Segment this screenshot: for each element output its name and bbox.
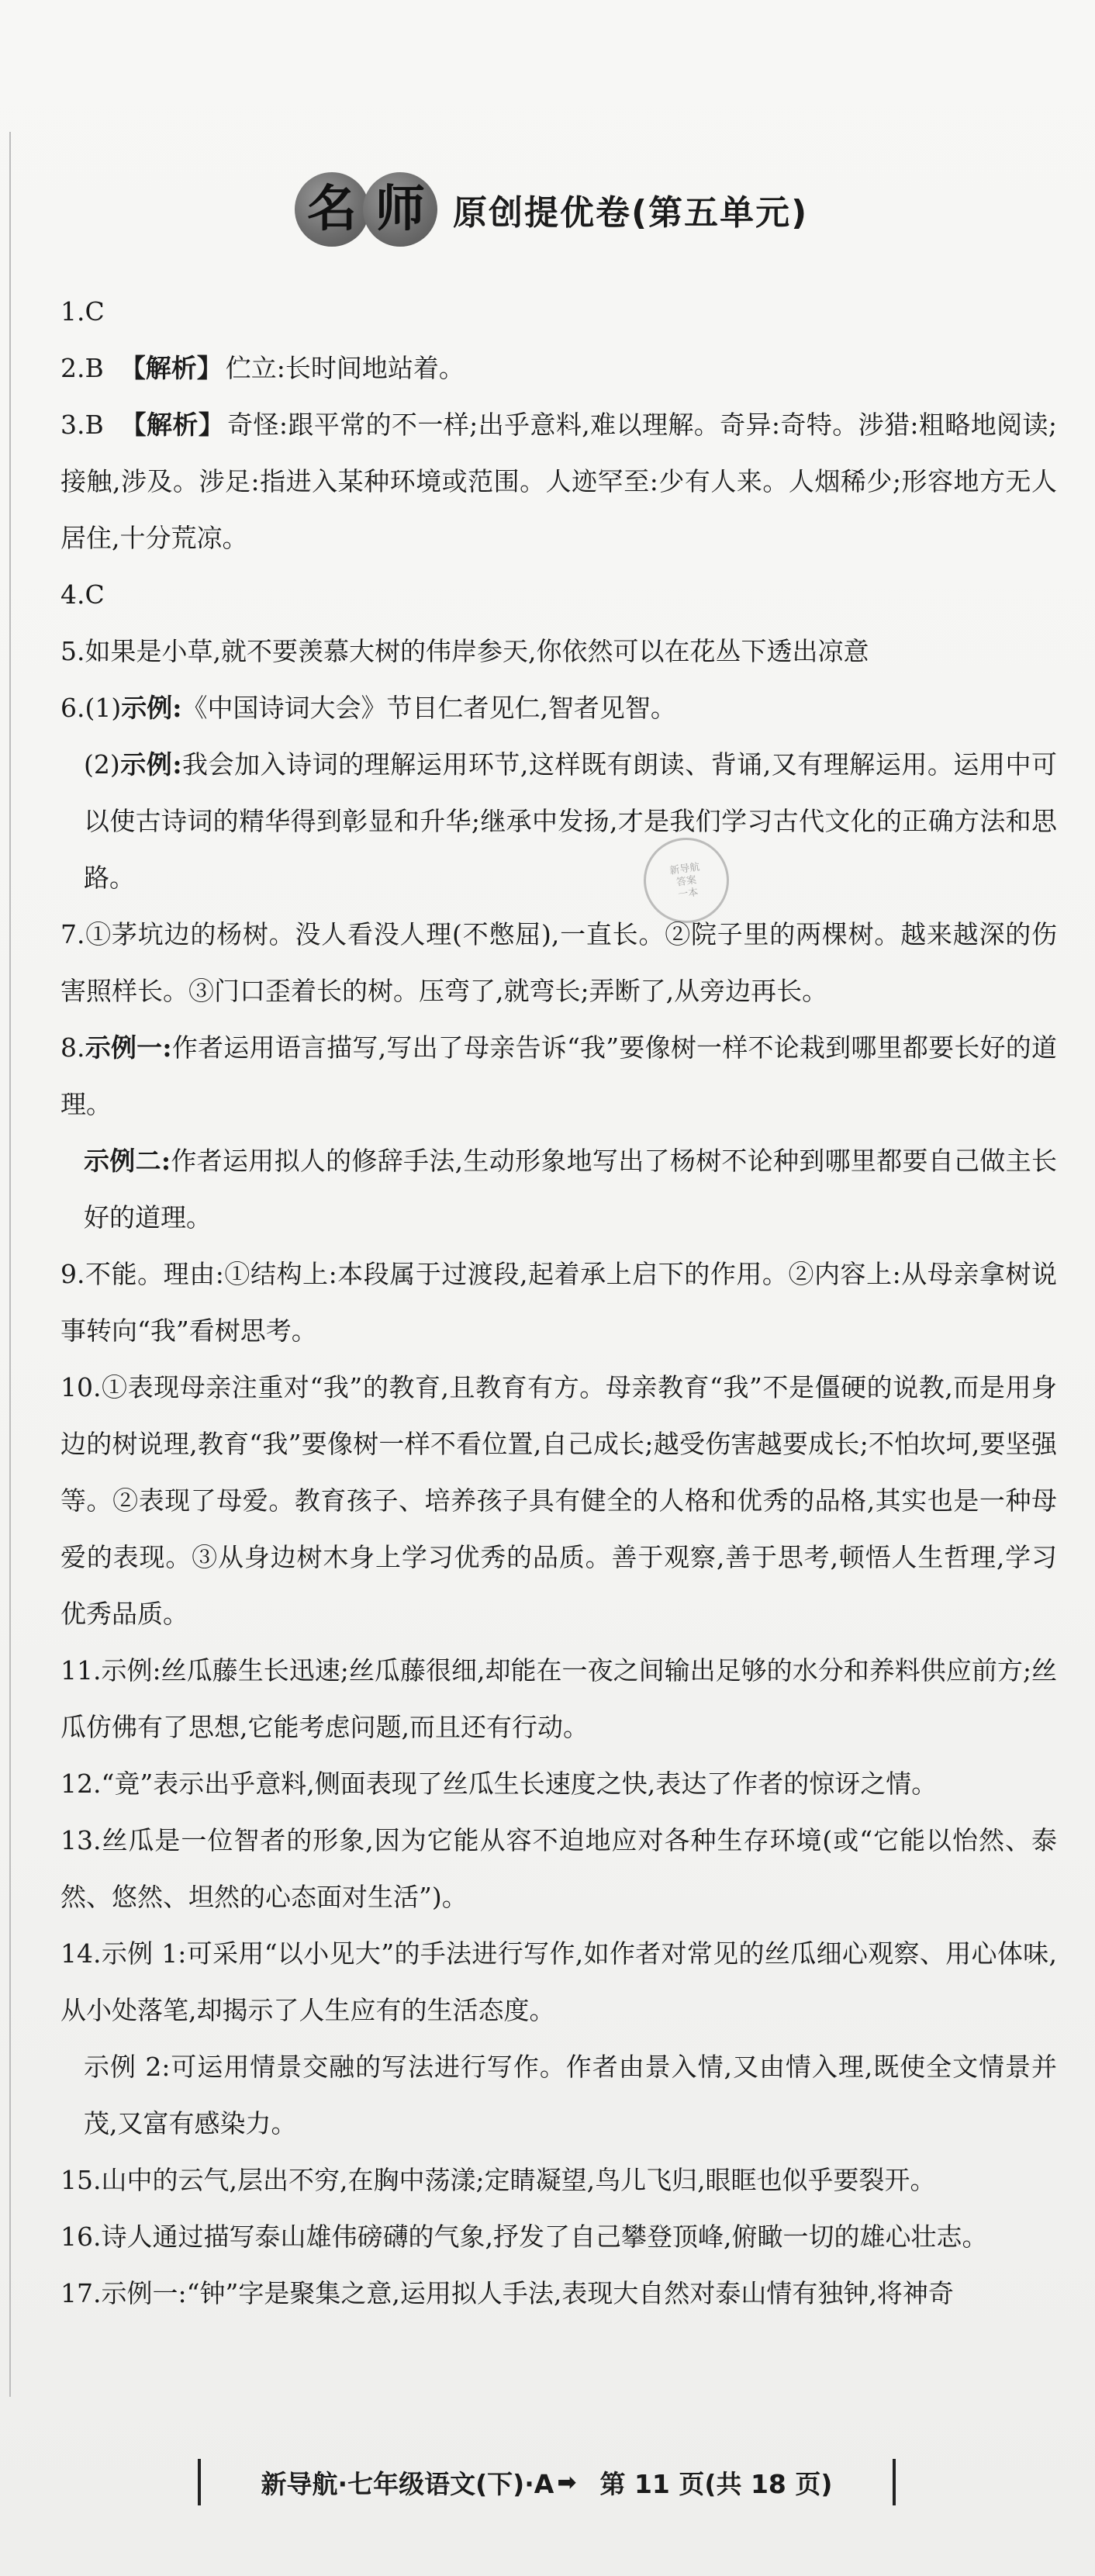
answer-8: 8.示例一:作者运用语言描写,写出了母亲告诉“我”要像树一样不论栽到哪里都要长好的道理。 (60, 1032, 1057, 1119)
answer-14-example-2: 示例 2:可运用情景交融的写法进行写作。作者由景入情,又由情入理,既使全文情景并茂,又富有感染力。 (84, 2052, 1057, 2139)
answer-3: 3.B 【解析】 奇怪:跟平常的不一样;出乎意料,难以理解。奇异:奇特。涉猎:粗略地阅读;接触,涉及。涉足:指进入某种环境或范围。人迹罕至:少有人来。人烟稀少;形容地方无人居住,十分荒凉。 (60, 410, 1057, 553)
answer-6: 6.(1)示例:《中国诗词大会》节目仁者见仁,智者见智。 (60, 693, 676, 723)
arrow-right-icon: ➡ (557, 2468, 577, 2496)
answer-15: 15.山中的云气,层出不穷,在胸中荡漾;定睛凝望,鸟儿飞归,眼眶也似乎要裂开。 (60, 2165, 936, 2195)
page-title: 原创提优卷(第五单元) (453, 193, 809, 233)
answer-4: 4.C (60, 579, 105, 610)
answer-2: 2.B 【解析】 伫立:长时间地站着。 (60, 353, 465, 383)
page-number: 第 11 页(共 18 页) (599, 2468, 833, 2499)
badge-shi: 师 (363, 172, 437, 247)
badge-ming: 名 (295, 172, 369, 247)
answer-11: 11.示例:丝瓜藤生长迅速;丝瓜藤很细,却能在一夜之间输出足够的水分和养料供应前方;丝瓜仿佛有了思想,它能考虑问题,而且还有行动。 (60, 1655, 1057, 1742)
answer-13: 13.丝瓜是一位智者的形象,因为它能从容不迫地应对各种生存环境(或“它能以怡然、泰然、悠然、坦然的心态面对生活”)。 (60, 1825, 1057, 1912)
answer-12: 12.“竟”表示出乎意料,侧面表现了丝瓜生长速度之快,表达了作者的惊讶之情。 (60, 1769, 938, 1799)
answer-17: 17.示例一:“钟”字是聚集之意,运用拟人手法,表现大自然对泰山情有独钟,将神奇 (60, 2278, 954, 2308)
answer-list (60, 283, 1057, 2322)
answer-16: 16.诗人通过描写泰山雄伟磅礴的气象,抒发了自己攀登顶峰,俯瞰一切的雄心壮志。 (60, 2222, 988, 2252)
watermark-stamp: 新导航 答案 一本 (638, 832, 734, 928)
answer-1: 1.C (60, 296, 105, 327)
answer-9: 9.不能。理由:①结构上:本段属于过渡段,起着承上启下的作用。②内容上:从母亲拿树说事转向“我”看树思考。 (60, 1259, 1057, 1346)
header (295, 163, 808, 256)
left-margin-line (9, 132, 11, 2397)
answer-14: 14.示例 1:可采用“以小见大”的手法进行写作,如作者对常见的丝瓜细心观察、用心体味,从小处落笔,却揭示了人生应有的生活态度。 (60, 1938, 1057, 2025)
answer-10: 10.①表现母亲注重对“我”的教育,且教育有方。母亲教育“我”不是僵硬的说教,而是用身边的树说理,教育“我”要像树一样不看位置,自己成长;越受伤害越要成长;不怕坎坷,要坚强等。②表现了母爱。教育孩子、培养孩子具有健全的人格和优秀的品格,其实也是一种母爱的表现。③从身边树木身上学习优秀的品质。善于观察,善于思考,顿悟人生哲理,学习优秀品质。 (60, 1372, 1057, 1629)
page-footer (198, 2459, 896, 2505)
answer-8-example-2: 示例二:作者运用拟人的修辞手法,生动形象地写出了杨树不论种到哪里都要自己做主长好的道理。 (84, 1146, 1057, 1233)
answer-7: 7.①茅坑边的杨树。没人看没人理(不憋屈),一直长。②院子里的两棵树。越来越深的伤害照样长。③门口歪着长的树。压弯了,就弯长;弄断了,从旁边再长。 (60, 919, 1057, 1006)
footer-book-title: 新导航·七年级语文(下)·A (261, 2468, 554, 2499)
answer-6-part-2: (2)示例:我会加入诗词的理解运用环节,这样既有朗读、背诵,又有理解运用。运用中可以使古诗词的精华得到彰显和升华;继承中发扬,才是我们学习古代文化的正确方法和思路。 (84, 749, 1058, 893)
answer-5: 5.如果是小草,就不要羡慕大树的伟岸参天,你依然可以在花丛下透出凉意 (60, 636, 869, 666)
